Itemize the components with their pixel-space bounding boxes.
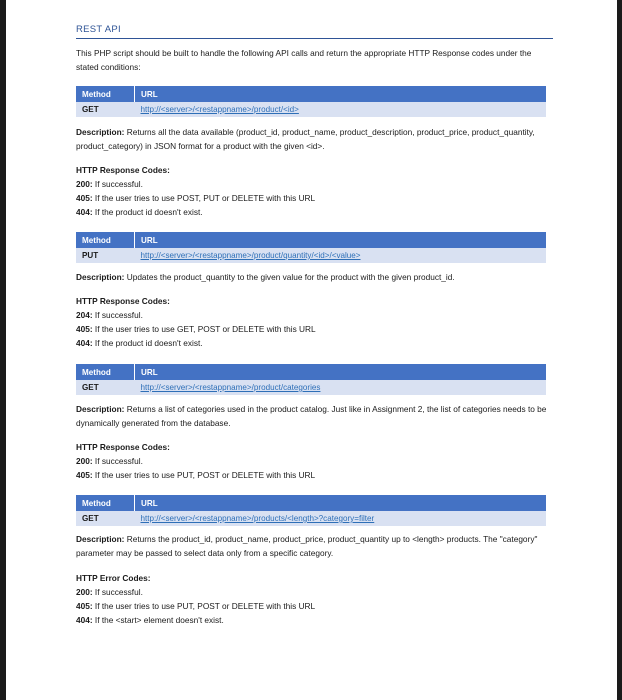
code-number: 405: <box>76 193 93 203</box>
code-line <box>76 468 548 482</box>
code-line <box>76 454 548 468</box>
endpoint-table <box>76 364 546 395</box>
endpoint-method: PUT <box>76 248 135 263</box>
code-text: If the product id doesn't exist. <box>92 338 203 348</box>
method-header: Method <box>76 495 135 511</box>
code-line <box>76 599 548 613</box>
code-number: 200: <box>76 179 93 189</box>
endpoint-method: GET <box>76 511 135 526</box>
description-label: Description: <box>76 404 125 414</box>
endpoint-description <box>76 402 548 430</box>
code-text: If the <start> element doesn't exist. <box>92 615 224 625</box>
code-number: 404: <box>76 207 93 217</box>
code-number: 405: <box>76 601 93 611</box>
code-text: If the user tries to use POST, PUT or DELETE with this URL <box>92 193 316 203</box>
code-number: 405: <box>76 470 93 480</box>
code-line <box>76 613 548 627</box>
code-text: If successful. <box>92 456 143 466</box>
endpoint-method: GET <box>76 102 135 117</box>
table-header-row <box>76 495 546 511</box>
endpoint-url-link[interactable]: http://<server>/<restappname>/products/<length>?category=filter <box>135 511 547 526</box>
url-header: URL <box>135 232 547 248</box>
url-header: URL <box>135 364 547 380</box>
endpoint-description <box>76 532 548 560</box>
endpoint-url-link[interactable]: http://<server>/<restappname>/product/quantity/<id>/<value> <box>135 248 547 263</box>
response-codes <box>76 294 548 350</box>
code-line <box>76 177 548 191</box>
document-page <box>6 0 617 700</box>
table-row <box>76 102 546 117</box>
endpoint-table <box>76 232 546 263</box>
description-text: Returns a list of categories used in the product catalog. Just like in Assignment 2, the list of categories needs to be dynamically generated from the database. <box>76 404 547 428</box>
code-text: If successful. <box>92 587 143 597</box>
response-codes <box>76 163 548 219</box>
table-row <box>76 380 546 395</box>
method-header: Method <box>76 86 135 102</box>
codes-heading: HTTP Response Codes: <box>76 296 170 306</box>
response-codes <box>76 440 548 482</box>
table-header-row <box>76 86 546 102</box>
description-text: Returns all the data available (product_id, product_name, product_description, product_price, product_quantity, product_category) in JSON format for a product with the given <id>. <box>76 127 535 151</box>
code-line <box>76 308 548 322</box>
codes-heading: HTTP Error Codes: <box>76 573 151 583</box>
description-label: Description: <box>76 272 125 282</box>
endpoint-table <box>76 86 546 117</box>
codes-heading: HTTP Response Codes: <box>76 165 170 175</box>
endpoint-url-link[interactable]: http://<server>/<restappname>/product/categories <box>135 380 547 395</box>
codes-heading: HTTP Response Codes: <box>76 442 170 452</box>
code-text: If successful. <box>92 310 143 320</box>
code-text: If the product id doesn't exist. <box>92 207 203 217</box>
url-header: URL <box>135 495 547 511</box>
method-header: Method <box>76 364 135 380</box>
endpoint-url-link[interactable]: http://<server>/<restappname>/product/<id> <box>135 102 547 117</box>
url-header: URL <box>135 86 547 102</box>
code-number: 200: <box>76 587 93 597</box>
code-number: 404: <box>76 615 93 625</box>
endpoint-method: GET <box>76 380 135 395</box>
code-number: 404: <box>76 338 93 348</box>
table-row <box>76 511 546 526</box>
endpoint-table <box>76 495 546 526</box>
code-text: If the user tries to use PUT, POST or DELETE with this URL <box>92 601 316 611</box>
endpoint-description <box>76 125 548 153</box>
window-frame-right <box>617 0 622 700</box>
response-codes <box>76 571 548 627</box>
code-line <box>76 191 548 205</box>
method-header: Method <box>76 232 135 248</box>
description-text: Returns the product_id, product_name, product_price, product_quantity up to <length> products. The "category" parameter may be passed to select data only from a specific category. <box>76 534 538 558</box>
code-number: 204: <box>76 310 93 320</box>
description-label: Description: <box>76 534 125 544</box>
intro-paragraph: This PHP script should be built to handle the following API calls and return the appropriate HTTP Response codes under the stated conditions: <box>76 48 532 72</box>
section-title: REST API <box>76 24 553 39</box>
code-text: If the user tries to use PUT, POST or DELETE with this URL <box>92 470 316 480</box>
code-line <box>76 205 548 219</box>
table-header-row <box>76 364 546 380</box>
endpoint-description <box>76 270 548 284</box>
code-text: If the user tries to use GET, POST or DELETE with this URL <box>92 324 316 334</box>
code-line <box>76 585 548 599</box>
code-number: 200: <box>76 456 93 466</box>
code-line <box>76 336 548 350</box>
table-row <box>76 248 546 263</box>
code-number: 405: <box>76 324 93 334</box>
table-header-row <box>76 232 546 248</box>
description-label: Description: <box>76 127 125 137</box>
code-line <box>76 322 548 336</box>
description-text: Updates the product_quantity to the given value for the product with the given product_id. <box>124 272 455 282</box>
code-text: If successful. <box>92 179 143 189</box>
